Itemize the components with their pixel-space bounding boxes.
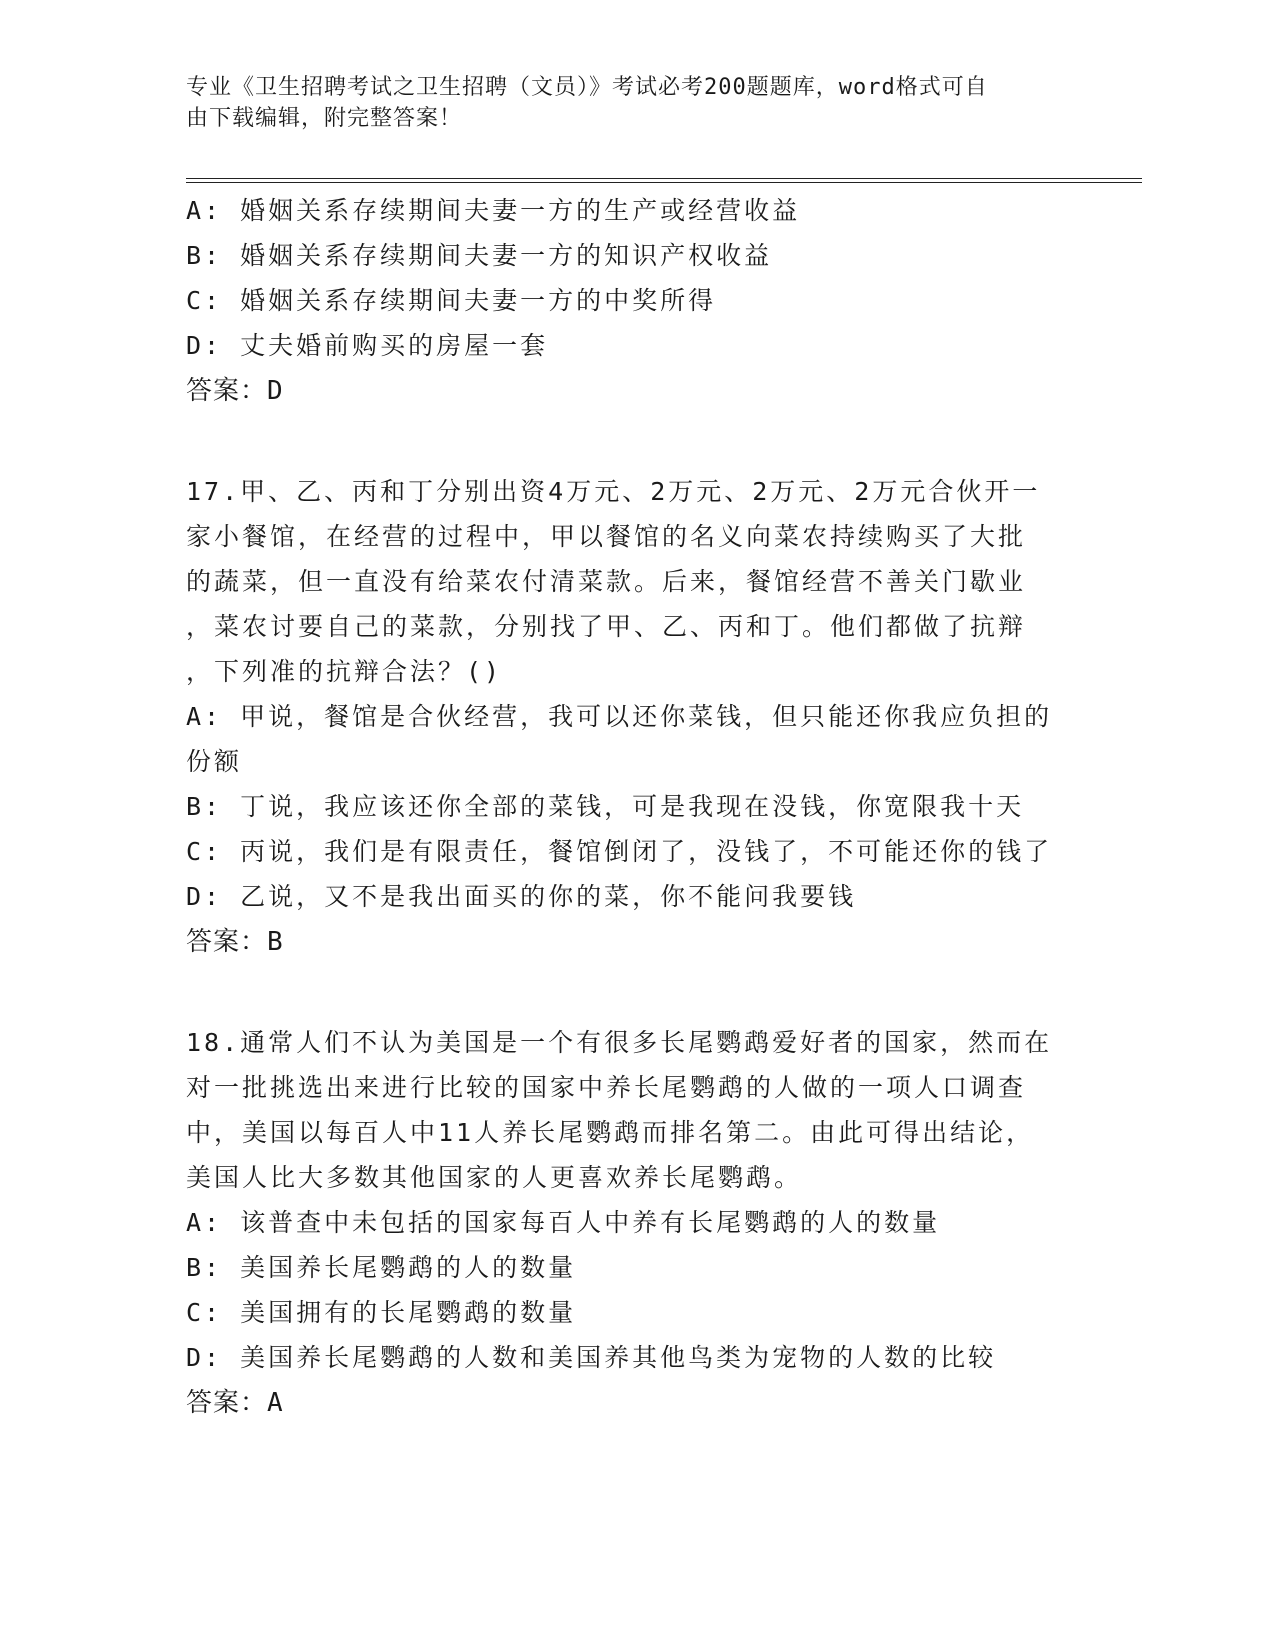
option-d: D: 乙说，又不是我出面买的你的菜，你不能问我要钱 — [186, 882, 857, 911]
question-stem-line: 18.通常人们不认为美国是一个有很多长尾鹦鹉爱好者的国家，然而在 — [186, 1028, 1053, 1057]
option-a: A: 该普查中未包括的国家每百人中养有长尾鹦鹉的人的数量 — [186, 1208, 941, 1237]
question-stem-line: 中，美国以每百人中11人养长尾鹦鹉而排名第二。由此可得出结论， — [186, 1118, 1035, 1147]
answer: 答案：D — [186, 376, 284, 406]
option-a-continued: 份额 — [186, 747, 243, 776]
question-stem-line: 家小餐馆，在经营的过程中，甲以餐馆的名义向菜农持续购买了大批 — [186, 522, 1027, 551]
question-17 — [186, 469, 1076, 966]
question-stem-line: ，下列准的抗辩合法？() — [186, 657, 503, 686]
option-b: B: 丁说，我应该还你全部的菜钱，可是我现在没钱，你宽限我十天 — [186, 792, 1025, 821]
header-line-1: 专业《卫生招聘考试之卫生招聘（文员）》考试必考200题题库，word格式可自 — [186, 75, 988, 100]
header-line-2: 由下载编辑，附完整答案！ — [186, 106, 463, 131]
option-a: A: 婚姻关系存续期间夫妻一方的生产或经营收益 — [186, 196, 801, 225]
document-header — [186, 72, 1086, 134]
question-18 — [186, 1020, 1076, 1427]
spacer — [186, 415, 1076, 469]
header-divider-top — [186, 178, 1142, 179]
header-divider-bottom — [186, 182, 1142, 183]
answer: 答案：A — [186, 1388, 284, 1418]
option-d: D: 美国养长尾鹦鹉的人数和美国养其他鸟类为宠物的人数的比较 — [186, 1343, 997, 1372]
option-b: B: 婚姻关系存续期间夫妻一方的知识产权收益 — [186, 241, 773, 270]
question-stem-line: 美国人比大多数其他国家的人更喜欢养长尾鹦鹉。 — [186, 1163, 803, 1192]
question-stem-line: 的蔬菜，但一直没有给菜农付清菜款。后来，餐馆经营不善关门歇业 — [186, 567, 1027, 596]
option-c: C: 美国拥有的长尾鹦鹉的数量 — [186, 1298, 577, 1327]
spacer — [186, 966, 1076, 1020]
option-b: B: 美国养长尾鹦鹉的人的数量 — [186, 1253, 577, 1282]
question-stem-line: 对一批挑选出来进行比较的国家中养长尾鹦鹉的人做的一项人口调查 — [186, 1073, 1027, 1102]
question-stem-line: ，菜农讨要自己的菜款，分别找了甲、乙、丙和丁。他们都做了抗辩 — [186, 612, 1027, 641]
answer: 答案：B — [186, 927, 284, 957]
option-c: C: 婚姻关系存续期间夫妻一方的中奖所得 — [186, 286, 717, 315]
option-a: A: 甲说，餐馆是合伙经营，我可以还你菜钱，但只能还你我应负担的 — [186, 702, 1053, 731]
question-list — [186, 188, 1076, 1427]
question-16 — [186, 188, 1076, 415]
question-stem-line: 17.甲、乙、丙和丁分别出资4万元、2万元、2万元、2万元合伙开一 — [186, 477, 1041, 506]
option-d: D: 丈夫婚前购买的房屋一套 — [186, 331, 549, 360]
option-c: C: 丙说，我们是有限责任，餐馆倒闭了，没钱了，不可能还你的钱了 — [186, 837, 1053, 866]
